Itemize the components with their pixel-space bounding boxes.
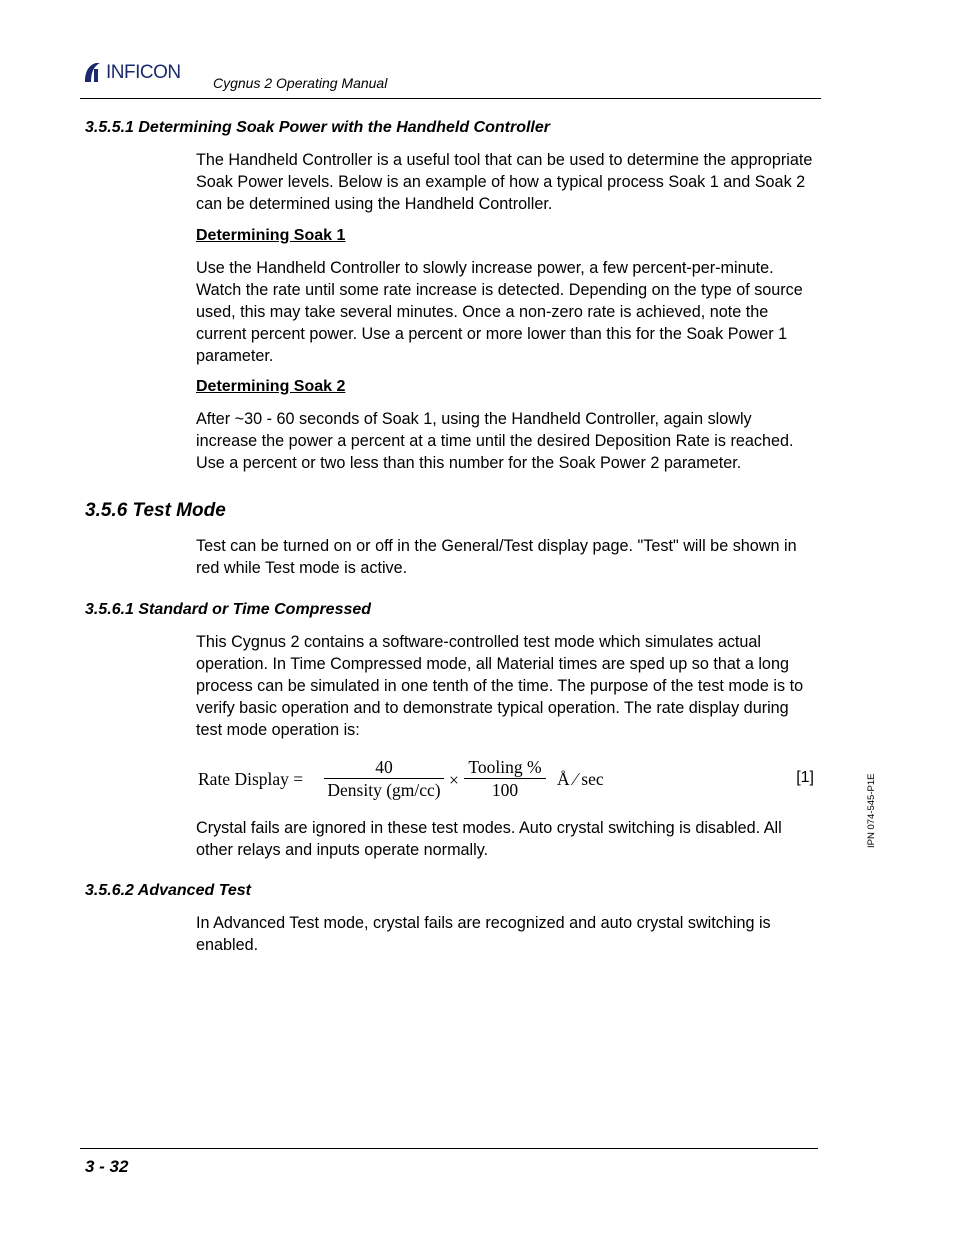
page-number: 3 - 32 — [85, 1157, 129, 1176]
equation-unit: Å ⁄ sec — [557, 769, 604, 789]
paragraph-test-mode: Test can be turned on or off in the General/Test display page. "Test" will be shown in red while Test mode is active. — [196, 537, 797, 577]
equation-fraction-tooling — [464, 757, 546, 800]
multiply-sign: × — [449, 770, 459, 790]
paragraph-crystal-fails: Crystal fails are ignored in these test modes. Auto crystal switching is disabled. All other relays and inputs operate normally. — [196, 819, 782, 859]
header-divider — [80, 98, 821, 99]
paragraph-standard-compressed: This Cygnus 2 contains a software-controlled test mode which simulates actual operation. In Time Compressed mode, all Material times are sped up so that a long process can be simulated in one tenth of the time. The purpose of the test mode is to verify basic operation and to demonstrate typical operation. The rate display during test mode operation is: — [196, 633, 804, 739]
section-heading-3561: 3.5.6.1 Standard or Time Compressed — [85, 601, 372, 618]
fraction-numerator: 40 — [375, 757, 393, 777]
logo-wordmark: INFICON — [106, 61, 181, 83]
subheading-soak1: Determining Soak 1 — [196, 227, 346, 244]
rate-display-equation — [196, 757, 816, 803]
fraction-denominator: Density (gm/cc) — [327, 780, 441, 800]
subheading-soak2: Determining Soak 2 — [196, 378, 346, 395]
section-heading-3562: 3.5.6.2 Advanced Test — [85, 882, 251, 899]
section-heading-356: 3.5.6 Test Mode — [85, 500, 226, 521]
fraction-bar — [324, 778, 444, 779]
paragraph-soak-intro: The Handheld Controller is a useful tool that can be used to determine the appropriate Soak Power levels. Below is an example of how a typical process Soak 1 and Soak 2 can be determined using the Handheld Controller. — [196, 151, 813, 213]
paragraph-soak2: After ~30 - 60 seconds of Soak 1, using the Handheld Controller, again slowly increase the power a percent at a time until the desired Deposition Rate is reached. Use a percent or two less than this number for the Soak Power 2 parameter. — [196, 410, 794, 472]
inficon-logo-icon — [82, 61, 102, 83]
paragraph-soak1: Use the Handheld Controller to slowly increase power, a few percent-per-minute. Watch the rate until some rate increase is detected. Depending on the type of source used, this may take several minutes. Once a non-zero rate is achieved, note the current percent power. Use a percent or more lower than this for the Soak Power 1 parameter. — [196, 259, 803, 365]
fraction-denominator: 100 — [491, 780, 519, 800]
paragraph-advanced-test: In Advanced Test mode, crystal fails are recognized and auto crystal switching is enabled. — [196, 914, 771, 954]
equation-fraction-density — [324, 757, 444, 800]
document-ipn: IPN 074-545-P1E — [866, 773, 877, 848]
inficon-logo — [82, 60, 181, 84]
equation-reference: [1] — [796, 769, 814, 786]
section-heading-3551: 3.5.5.1 Determining Soak Power with the Handheld Controller — [85, 119, 550, 136]
fraction-numerator: Tooling % — [468, 757, 542, 777]
manual-title: Cygnus 2 Operating Manual — [213, 75, 388, 91]
fraction-bar — [464, 778, 546, 779]
footer-divider — [80, 1148, 818, 1149]
equation-lhs: Rate Display = — [198, 769, 304, 789]
